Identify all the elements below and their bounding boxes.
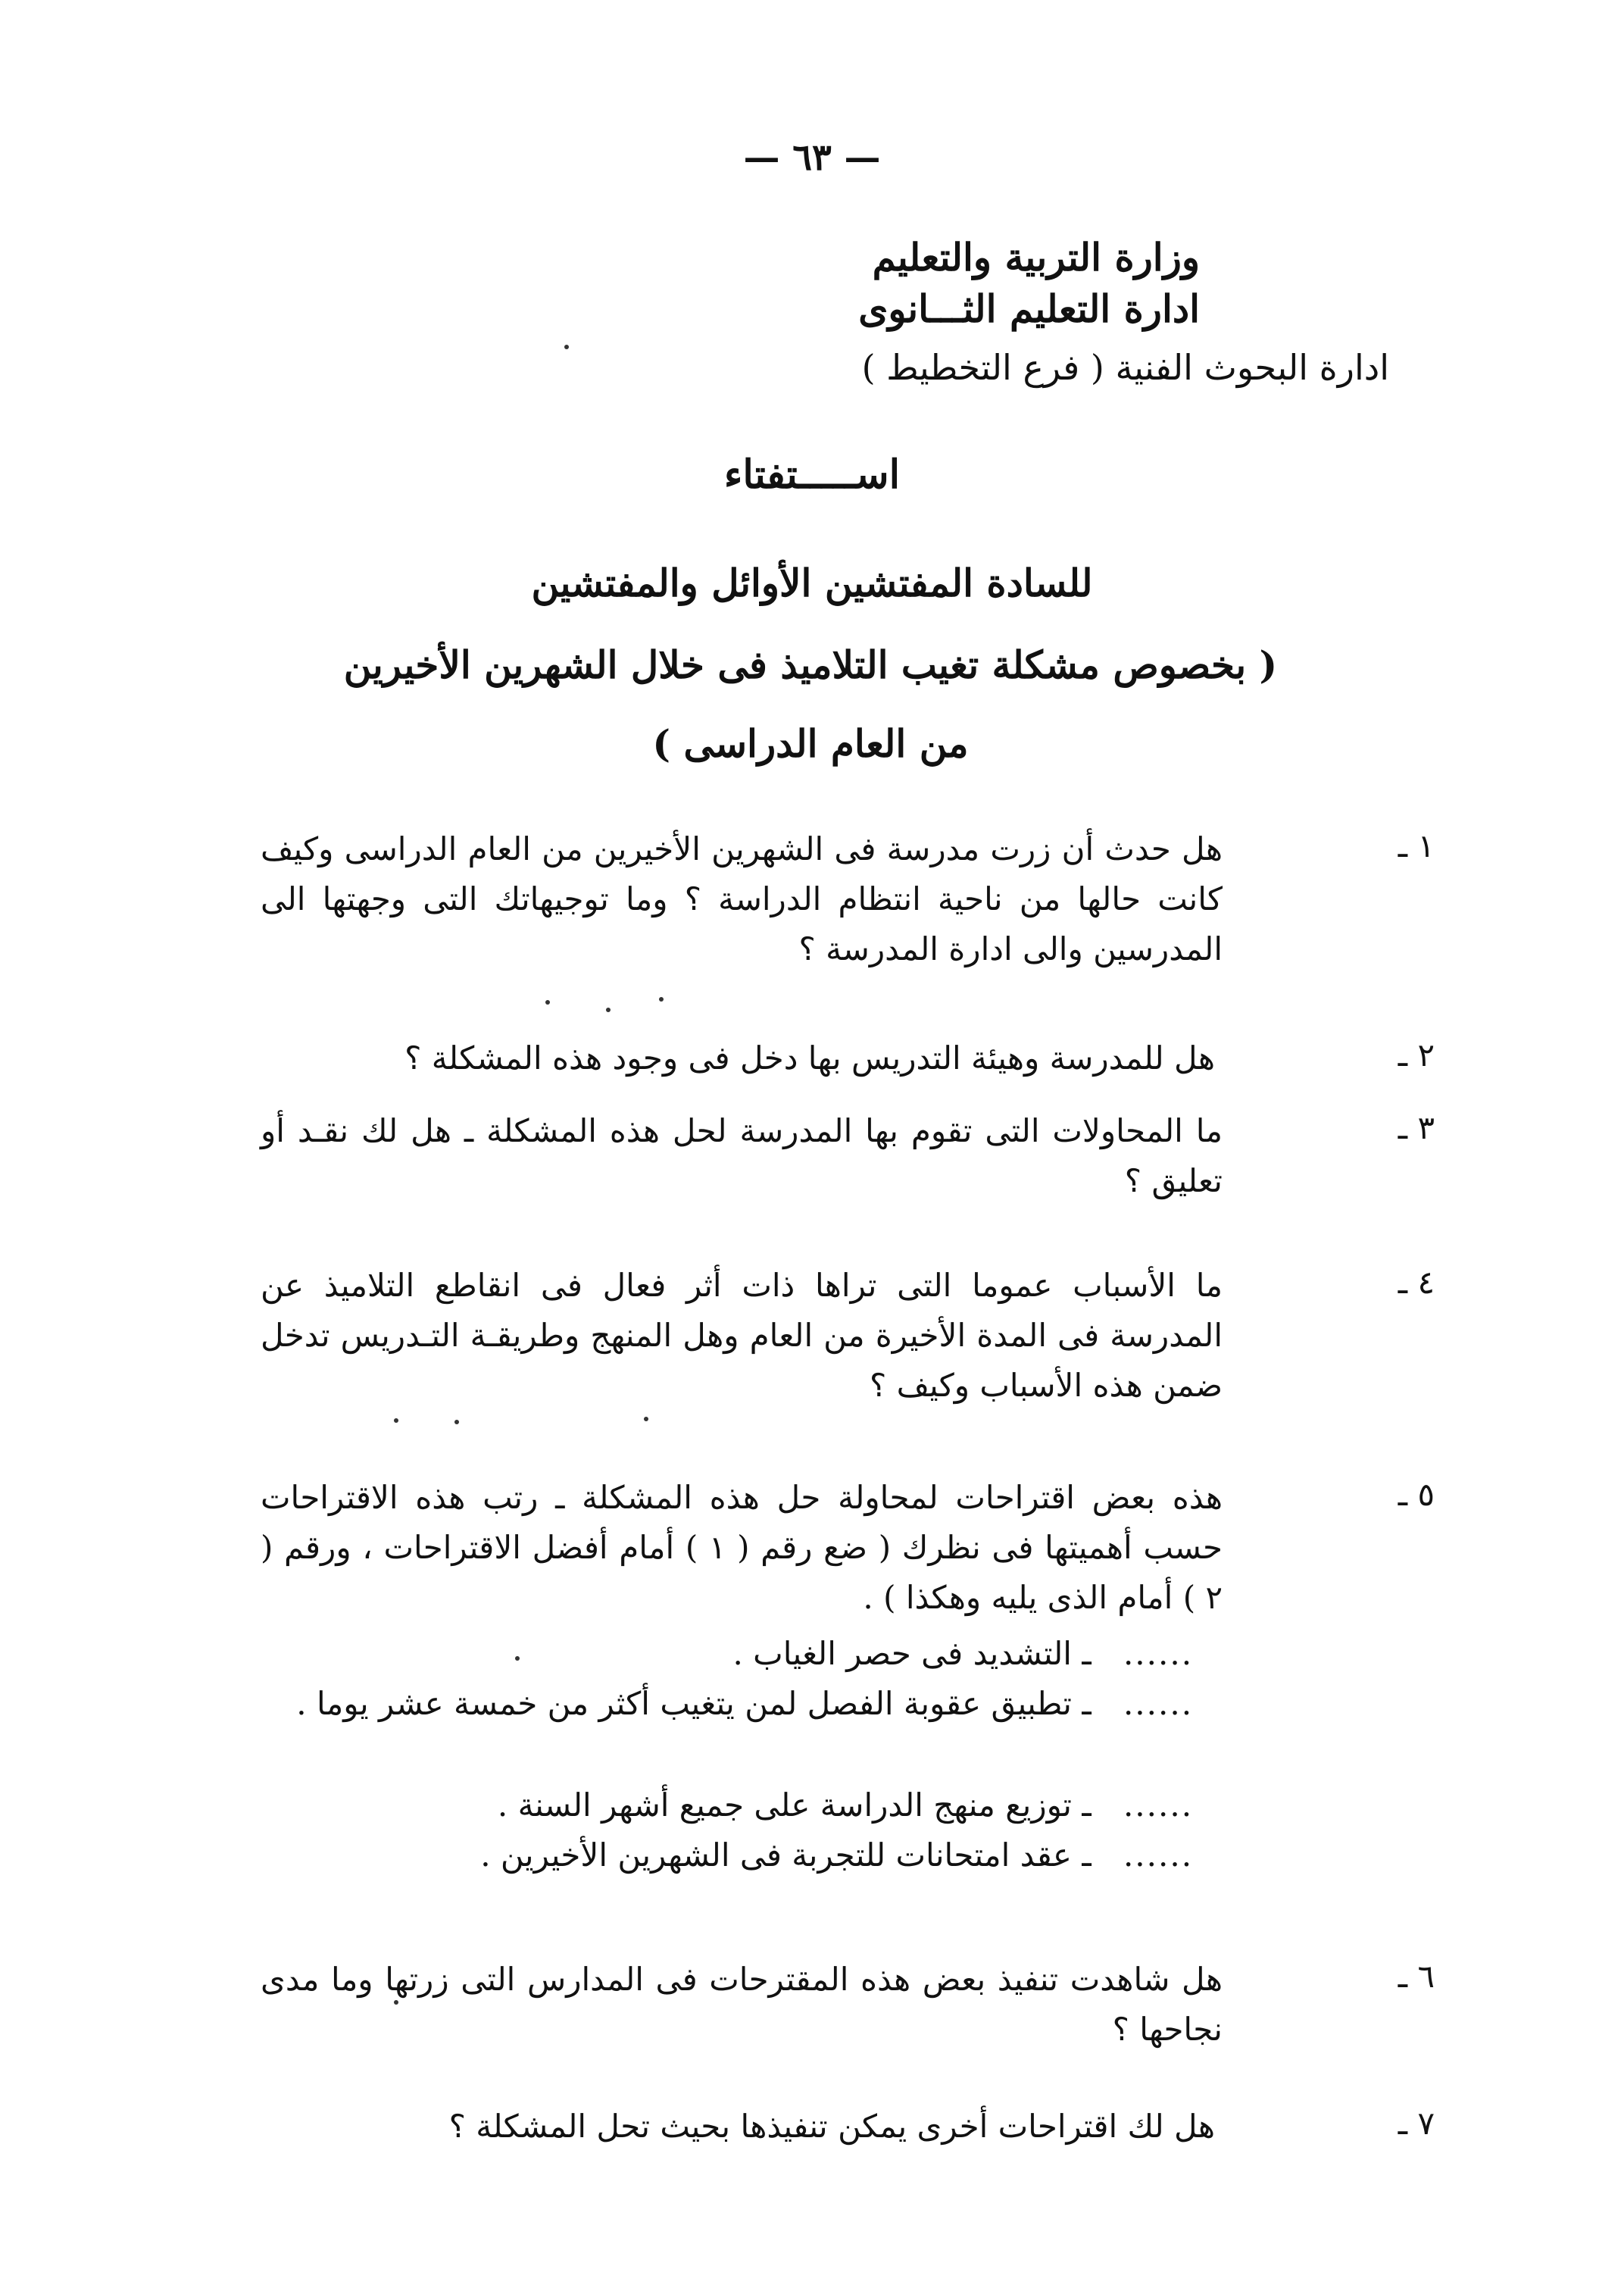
question-number: ٥ ـ	[1398, 1476, 1435, 1513]
question-number: ٧ ـ	[1398, 2105, 1435, 2142]
scan-speck	[394, 1418, 398, 1423]
option-blank: ......	[1123, 1635, 1194, 1672]
scan-speck	[659, 997, 664, 1002]
option-item	[295, 1629, 1215, 1679]
scan-speck	[394, 2000, 398, 2005]
question-text: ما الأسباب عموما التى تراها ذات أثر فعال فى انقاطع التلاميذ عن المدرسة فى المدة الأخيرة من العام وهل المنهج وطريقـة التـدريس تدخل ضمن هذه الأسباب وكيف ؟	[261, 1267, 1223, 1404]
subtitle-line-1: للسادة المفتشين الأوائل والمفتشين	[531, 561, 1093, 605]
scan-speck	[515, 1656, 520, 1661]
question-text: ما المحاولات التى تقوم بها المدرسة لحل هذه المشكلة ـ هل لك نقـد أو تعليق ؟	[261, 1112, 1223, 1199]
subtitle-line-2: ( بخصوص مشكلة تغيب التلاميذ فى خلال الشهرين الأخيرين	[343, 642, 1278, 687]
option-item	[295, 1780, 1215, 1830]
option-blank: ......	[1123, 1836, 1194, 1874]
scan-speck	[545, 1000, 550, 1005]
scan-speck	[454, 1420, 459, 1424]
question-text: هل شاهدت تنفيذ بعض هذه المقترحات فى المدارس التى زرتها وما مدى نجاحها ؟	[261, 1961, 1223, 2048]
question-number: ١ ـ	[1398, 827, 1435, 864]
option-item	[295, 1679, 1215, 1729]
question-number: ٣ ـ	[1398, 1109, 1435, 1146]
question-text: هذه بعض اقتراحات لمحاولة حل هذه المشكلة ـ رتب هذه الاقتراحات حسب أهميتها فى نظرك ( ضع رقم ( ١ ) أمام أفضل الاقتراحات ، ورقم ( ٢ ) أمام الذى يليه وهكذا ) .	[261, 1479, 1223, 1616]
question-number: ٢ ـ	[1398, 1036, 1435, 1074]
question-text: هل للمدرسة وهيئة التدريس بها دخل فى وجود هذه المشكلة ؟	[404, 1039, 1215, 1077]
question-text: هل لك اقتراحات أخرى يمكن تنفيذها بحيث تحل المشكلة ؟	[448, 2108, 1215, 2145]
scan-speck	[564, 345, 569, 349]
option-blank: ......	[1123, 1685, 1194, 1722]
poll-title: اســـــتفتاء	[723, 452, 901, 498]
branch-heading: ادارة البحوث الفنية ( فرع التخطيط )	[861, 347, 1389, 388]
page-number: — ٦٣ —	[743, 136, 881, 179]
option-text: ـ التشديد فى حصر الغياب .	[732, 1635, 1092, 1672]
ministry-heading: وزارة التربية والتعليم	[872, 235, 1200, 280]
option-text: ـ عقد امتحانات للتجربة فى الشهرين الأخيرين .	[480, 1836, 1092, 1874]
question-number: ٦ ـ	[1398, 1958, 1435, 1995]
subtitle-line-3: من العام الدراسى )	[652, 721, 969, 766]
question-number: ٤ ـ	[1398, 1264, 1435, 1301]
option-text: ـ تطبيق عقوبة الفصل لمن يتغيب أكثر من خمسة عشر يوما .	[296, 1685, 1092, 1722]
scan-speck	[606, 1008, 611, 1012]
question-text: هل حدث أن زرت مدرسة فى الشهرين الأخيرين من العام الدراسى وكيف كانت حالها من ناحية انتظام الدراسة ؟ وما توجيهاتك التى وجهتها الى المدرسين والى ادارة المدرسة ؟	[261, 830, 1223, 967]
option-text: ـ توزيع منهج الدراسة على جميع أشهر السنة .	[497, 1786, 1092, 1824]
option-blank: ......	[1123, 1786, 1194, 1824]
department-heading: ادارة التعليم الثـــانوى	[858, 286, 1200, 331]
option-item	[295, 1830, 1215, 1880]
scan-speck	[644, 1417, 648, 1421]
